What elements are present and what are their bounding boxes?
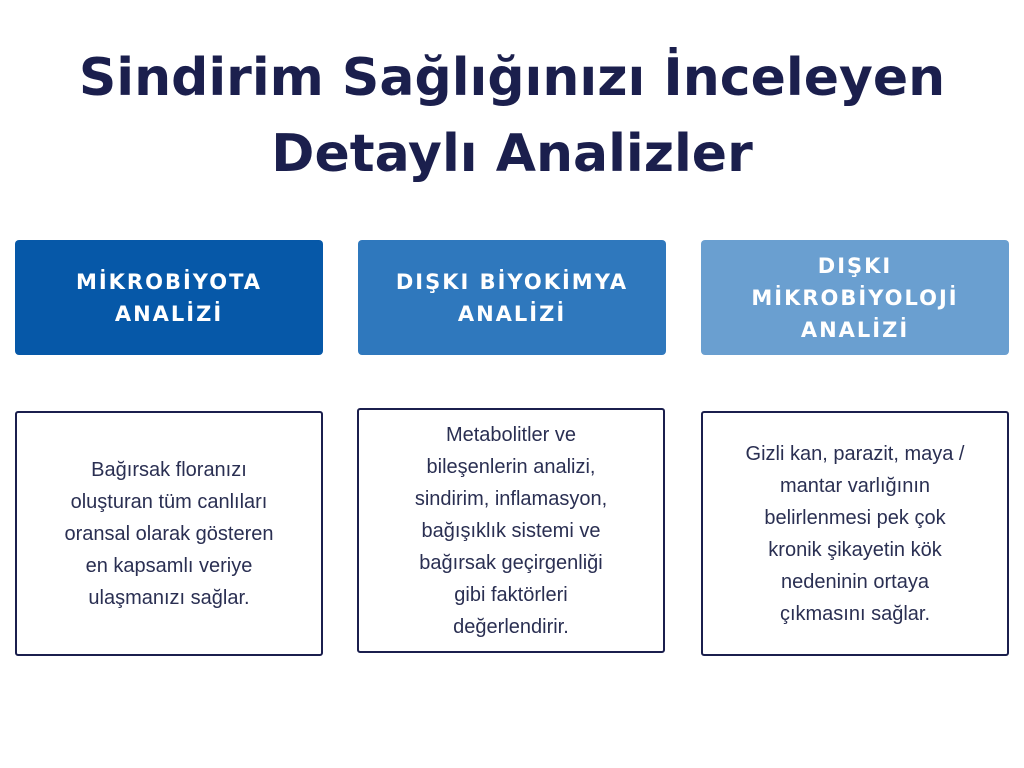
description-line: Bağırsak floranızı bbox=[91, 458, 247, 481]
header-line: DIŞKI bbox=[817, 253, 893, 278]
stool-microbiology-analysis-description bbox=[701, 411, 1009, 656]
description-line: bağırsak geçirgenliği bbox=[419, 551, 603, 574]
header-line: MİKROBİYOTA bbox=[75, 269, 263, 294]
page-title-line-2: Detaylı Analizler bbox=[271, 124, 753, 184]
header-line: ANALİZİ bbox=[114, 301, 224, 326]
description-line: değerlendirir. bbox=[453, 615, 569, 638]
page-title-line-1: Sindirim Sağlığınızı İnceleyen bbox=[78, 48, 946, 108]
description-line: Gizli kan, parazit, maya / bbox=[745, 442, 965, 465]
description-line: en kapsamlı veriye bbox=[85, 554, 253, 577]
description-line: ulaşmanızı sağlar. bbox=[88, 586, 250, 609]
description-line: çıkmasını sağlar. bbox=[779, 602, 931, 625]
stool-biochemistry-analysis-description-text bbox=[415, 419, 607, 643]
header-line: DIŞKI BİYOKİMYA bbox=[395, 269, 629, 294]
stool-biochemistry-analysis-header bbox=[358, 240, 666, 355]
stool-biochemistry-analysis-description bbox=[357, 408, 665, 653]
description-line: nedeninin ortaya bbox=[781, 570, 929, 593]
description-line: bileşenlerin analizi, bbox=[426, 455, 596, 478]
stool-biochemistry-analysis-header-text bbox=[396, 266, 628, 330]
header-line: MİKROBİYOLOJİ bbox=[751, 285, 959, 310]
description-line: gibi faktörleri bbox=[454, 583, 568, 606]
stool-microbiology-analysis-header bbox=[701, 240, 1009, 355]
description-line: belirlenmesi pek çok bbox=[764, 506, 946, 529]
description-line: sindirim, inflamasyon, bbox=[414, 487, 608, 510]
header-line: ANALİZİ bbox=[800, 317, 910, 342]
description-line: bağışıklık sistemi ve bbox=[421, 519, 601, 542]
microbiota-analysis-description-text bbox=[64, 454, 273, 614]
microbiota-analysis-header bbox=[15, 240, 323, 355]
stool-microbiology-analysis-description-text bbox=[746, 438, 965, 630]
description-line: kronik şikayetin kök bbox=[768, 538, 942, 561]
microbiota-analysis-header-text bbox=[76, 266, 262, 330]
description-line: mantar varlığının bbox=[779, 474, 931, 497]
header-line: ANALİZİ bbox=[457, 301, 567, 326]
description-line: Metabolitler ve bbox=[445, 423, 577, 446]
stool-microbiology-analysis-header-text bbox=[751, 250, 958, 346]
description-line: oransal olarak gösteren bbox=[64, 522, 274, 545]
description-line: oluşturan tüm canlıları bbox=[70, 490, 268, 513]
microbiota-analysis-description bbox=[15, 411, 323, 656]
page-title bbox=[0, 40, 1024, 192]
